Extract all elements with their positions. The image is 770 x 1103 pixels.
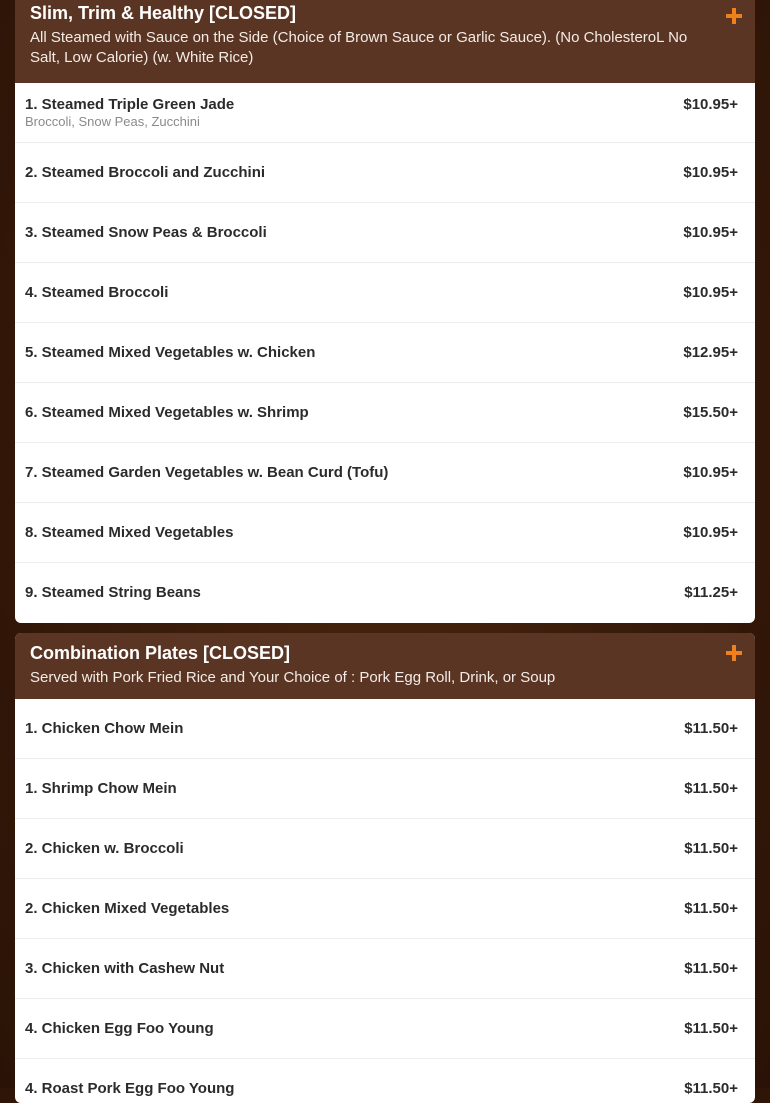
menu-item[interactable] (15, 819, 755, 879)
menu-item[interactable] (15, 879, 755, 939)
item-name: 2. Chicken w. Broccoli (25, 840, 184, 857)
item-price: $11.50+ (684, 1080, 738, 1097)
section-description: Served with Pork Fried Rice and Your Choice of : Pork Egg Roll, Drink, or Soup (30, 669, 556, 686)
item-price: $11.50+ (684, 1020, 738, 1037)
section-header[interactable] (15, 0, 755, 83)
menu-item[interactable] (15, 323, 755, 383)
section-description: All Steamed with Sauce on the Side (Choice of Brown Sauce or Garlic Sauce). (No CholesteroL No Salt, Low Calorie) (w. White Rice) (30, 29, 688, 66)
item-name: 2. Steamed Broccoli and Zucchini (25, 164, 266, 181)
item-name: 9. Steamed String Beans (25, 584, 201, 601)
menu-item[interactable] (15, 999, 755, 1059)
item-name: 4. Chicken Egg Foo Young (25, 1020, 214, 1037)
menu-item[interactable] (15, 1059, 755, 1103)
section-title: Combination Plates [CLOSED] (30, 643, 291, 663)
section-title: Slim, Trim & Healthy [CLOSED] (30, 3, 297, 23)
menu-item[interactable] (15, 383, 755, 443)
menu-section-slim-trim-healthy (15, 0, 755, 623)
item-name: 6. Steamed Mixed Vegetables w. Shrimp (25, 404, 309, 421)
item-price: $10.95+ (683, 524, 738, 541)
item-name: 7. Steamed Garden Vegetables w. Bean Curd (Tofu) (25, 464, 389, 481)
menu-item[interactable] (15, 443, 755, 503)
item-name: 3. Steamed Snow Peas & Broccoli (25, 224, 267, 241)
item-name: 1. Chicken Chow Mein (25, 720, 184, 737)
menu-item[interactable] (15, 83, 755, 143)
item-price: $11.50+ (684, 840, 738, 857)
plus-icon[interactable] (726, 8, 742, 24)
item-price: $10.95+ (683, 224, 738, 241)
plus-icon[interactable] (726, 645, 742, 661)
menu-item[interactable] (15, 563, 755, 623)
item-name: 1. Shrimp Chow Mein (25, 780, 177, 797)
menu-item[interactable] (15, 503, 755, 563)
item-price: $15.50+ (683, 404, 738, 421)
item-price: $10.95+ (683, 284, 738, 301)
item-name: 4. Steamed Broccoli (25, 284, 169, 301)
item-price: $11.50+ (684, 960, 738, 977)
item-price: $10.95+ (683, 464, 738, 481)
item-price: $11.25+ (684, 584, 738, 601)
item-name: 3. Chicken with Cashew Nut (25, 960, 225, 977)
menu-item[interactable] (15, 143, 755, 203)
menu-item[interactable] (15, 939, 755, 999)
section-header[interactable] (15, 633, 755, 699)
item-price: $11.50+ (684, 720, 738, 737)
item-name: 8. Steamed Mixed Vegetables (25, 524, 234, 541)
item-description: Broccoli, Snow Peas, Zucchini (25, 114, 200, 129)
menu-section-combination-plates (15, 633, 755, 1103)
item-price: $10.95+ (683, 164, 738, 181)
menu-item[interactable] (15, 263, 755, 323)
item-price: $11.50+ (684, 900, 738, 917)
item-name: 4. Roast Pork Egg Foo Young (25, 1080, 235, 1097)
menu-item[interactable] (15, 759, 755, 819)
item-price: $11.50+ (684, 780, 738, 797)
item-name: 2. Chicken Mixed Vegetables (25, 900, 230, 917)
item-name: 5. Steamed Mixed Vegetables w. Chicken (25, 344, 316, 361)
item-price: $12.95+ (683, 344, 738, 361)
menu-item[interactable] (15, 203, 755, 263)
item-price: $10.95+ (683, 96, 738, 113)
item-name: 1. Steamed Triple Green Jade (25, 96, 235, 113)
menu-item[interactable] (15, 699, 755, 759)
